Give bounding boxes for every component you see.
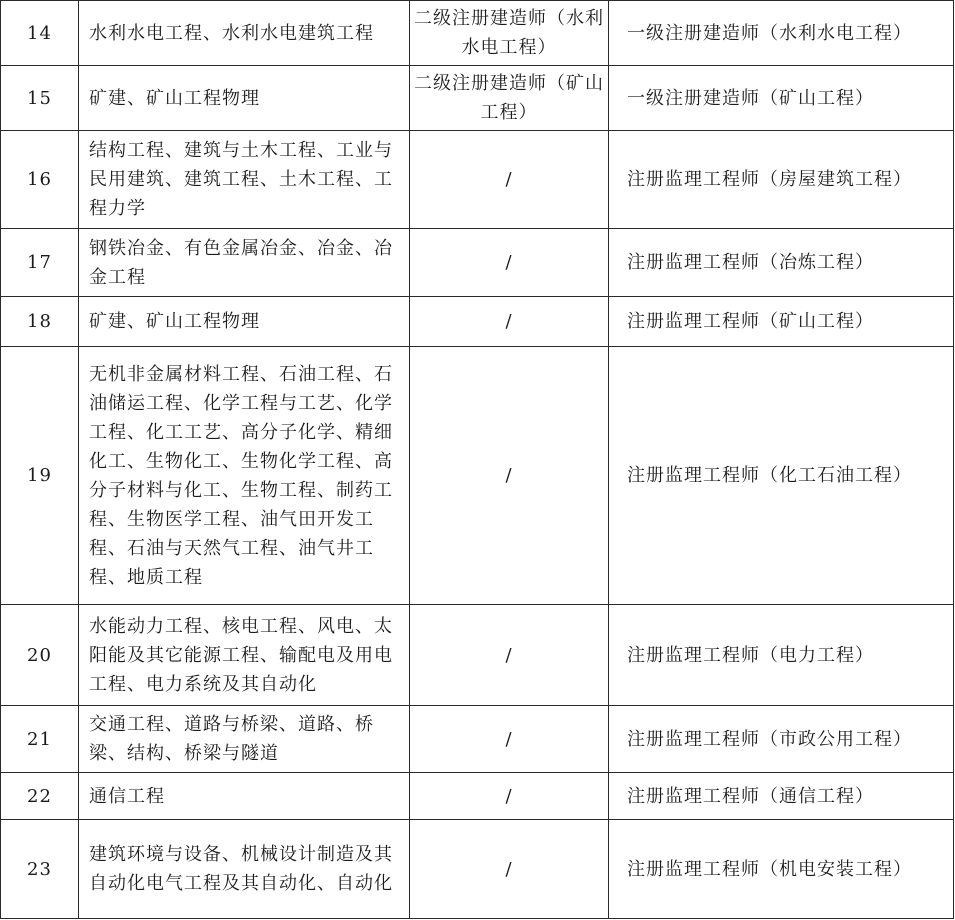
major-list: 钢铁冶金、有色金属冶金、冶金、冶金工程 [79, 229, 410, 297]
major-list: 结构工程、建筑与土木工程、工业与民用建筑、建筑工程、土木工程、工程力学 [79, 131, 410, 229]
first-level-certificate: 注册监理工程师（通信工程） [609, 773, 954, 820]
first-level-certificate: 一级注册建造师（矿山工程） [609, 66, 954, 131]
first-level-certificate: 注册监理工程师（冶炼工程） [609, 229, 954, 297]
row-number: 16 [1, 131, 79, 229]
row-number: 18 [1, 297, 79, 347]
table-row [1, 66, 954, 131]
major-list: 水利水电工程、水利水电建筑工程 [79, 1, 410, 66]
second-level-certificate: / [410, 131, 609, 229]
major-list: 通信工程 [79, 773, 410, 820]
table-row [1, 706, 954, 773]
first-level-certificate: 注册监理工程师（化工石油工程） [609, 347, 954, 605]
major-list: 矿建、矿山工程物理 [79, 66, 410, 131]
second-level-certificate: / [410, 347, 609, 605]
major-list: 矿建、矿山工程物理 [79, 297, 410, 347]
first-level-certificate: 注册监理工程师（房屋建筑工程） [609, 131, 954, 229]
first-level-certificate: 注册监理工程师（电力工程） [609, 605, 954, 706]
table-row [1, 605, 954, 706]
table-row [1, 347, 954, 605]
major-list: 水能动力工程、核电工程、风电、太阳能及其它能源工程、输配电及用电工程、电力系统及其自动化 [79, 605, 410, 706]
second-level-certificate: 二级注册建造师（水利水电工程） [410, 1, 609, 66]
row-number: 22 [1, 773, 79, 820]
second-level-certificate: / [410, 820, 609, 919]
major-list: 交通工程、道路与桥梁、道路、桥梁、结构、桥梁与隧道 [79, 706, 410, 773]
table-row [1, 297, 954, 347]
major-list: 建筑环境与设备、机械设计制造及其自动化电气工程及其自动化、自动化 [79, 820, 410, 919]
second-level-certificate: 二级注册建造师（矿山工程） [410, 66, 609, 131]
major-list: 无机非金属材料工程、石油工程、石油储运工程、化学工程与工艺、化学工程、化工工艺、高分子化学、精细化工、生物化工、生物化学工程、高分子材料与化工、生物工程、制药工程、生物医学工程、油气田开发工程、石油与天然气工程、油气井工程、地质工程 [79, 347, 410, 605]
table-row [1, 229, 954, 297]
first-level-certificate: 注册监理工程师（机电安装工程） [609, 820, 954, 919]
second-level-certificate: / [410, 297, 609, 347]
row-number: 19 [1, 347, 79, 605]
first-level-certificate: 一级注册建造师（水利水电工程） [609, 1, 954, 66]
table-row [1, 820, 954, 919]
row-number: 20 [1, 605, 79, 706]
second-level-certificate: / [410, 229, 609, 297]
row-number: 15 [1, 66, 79, 131]
row-number: 23 [1, 820, 79, 919]
table-row [1, 1, 954, 66]
first-level-certificate: 注册监理工程师（市政公用工程） [609, 706, 954, 773]
row-number: 17 [1, 229, 79, 297]
second-level-certificate: / [410, 773, 609, 820]
row-number: 14 [1, 1, 79, 66]
table-row [1, 773, 954, 820]
row-number: 21 [1, 706, 79, 773]
second-level-certificate: / [410, 706, 609, 773]
first-level-certificate: 注册监理工程师（矿山工程） [609, 297, 954, 347]
table-row [1, 131, 954, 229]
second-level-certificate: / [410, 605, 609, 706]
